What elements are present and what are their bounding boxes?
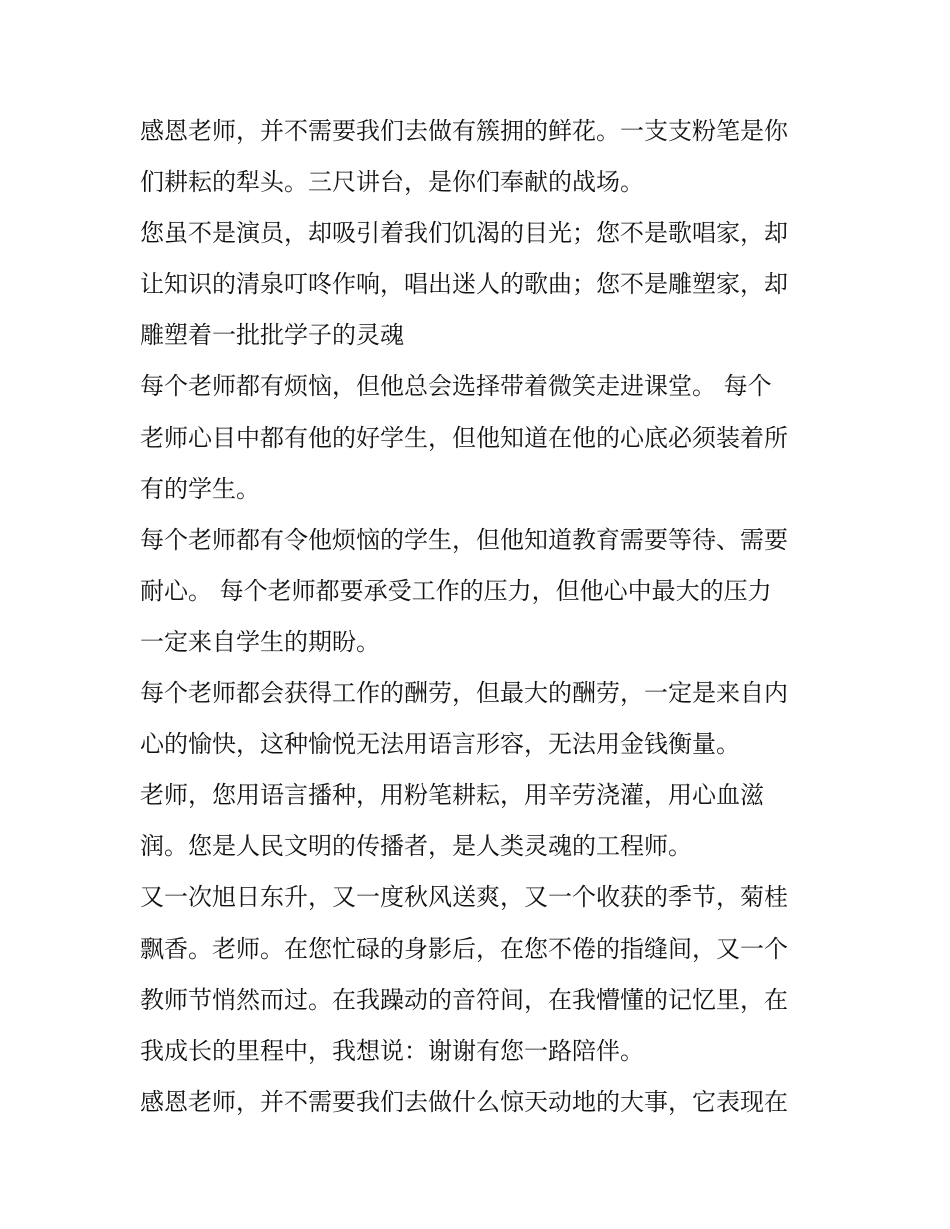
text-line: 心的愉快，这种愉悦无法用语言形容，无法用金钱衡量。 xyxy=(140,730,740,759)
text-line: 雕塑着一批批学子的灵魂 xyxy=(140,321,404,350)
text-line: 感恩老师，并不需要我们去做有簇拥的鲜花。一支支粉笔是你 xyxy=(140,117,788,145)
text-line: 教师节悄然而过。在我躁动的音符间，在我懵懂的记忆里，在 xyxy=(140,985,788,1014)
text-line: 您虽不是演员，却吸引着我们饥渴的目光；您不是歌唱家，却 xyxy=(140,219,788,248)
text-line: 我成长的里程中，我想说：谢谢有您一路陪伴。 xyxy=(140,1036,644,1065)
text-line: 感恩老师，并不需要我们去做什么惊天动地的大事，它表现在 xyxy=(140,1087,788,1116)
text-line: 又一次旭日东升，又一度秋风送爽，又一个收获的季节，菊桂 xyxy=(140,883,788,912)
text-line: 每个老师都有烦恼，但他总会选择带着微笑走进课堂。 每个 xyxy=(140,372,772,401)
text-line: 飘香。老师。在您忙碌的身影后，在您不倦的指缝间，又一个 xyxy=(140,934,788,963)
text-line: 每个老师都会获得工作的酬劳，但最大的酬劳，一定是来自内 xyxy=(140,679,788,708)
text-line: 每个老师都有令他烦恼的学生，但他知道教育需要等待、需要 xyxy=(140,525,788,554)
text-line: 耐心。 每个老师都要承受工作的压力，但他心中最大的压力 xyxy=(140,576,772,605)
text-line: 让知识的清泉叮咚作响，唱出迷人的歌曲；您不是雕塑家，却 xyxy=(140,270,788,299)
text-line: 老师心目中都有他的好学生，但他知道在他的心底必须装着所 xyxy=(140,423,788,452)
text-line: 一定来自学生的期盼。 xyxy=(140,627,380,656)
text-line: 润。您是人民文明的传播者，是人类灵魂的工程师。 xyxy=(140,832,692,861)
body-text xyxy=(140,106,812,1128)
text-line: 们耕耘的犁头。三尺讲台，是你们奉献的战场。 xyxy=(140,168,644,197)
text-line: 有的学生。 xyxy=(140,474,260,503)
text-line: 老师，您用语言播种，用粉笔耕耘，用辛劳浇灌，用心血滋 xyxy=(140,781,764,810)
